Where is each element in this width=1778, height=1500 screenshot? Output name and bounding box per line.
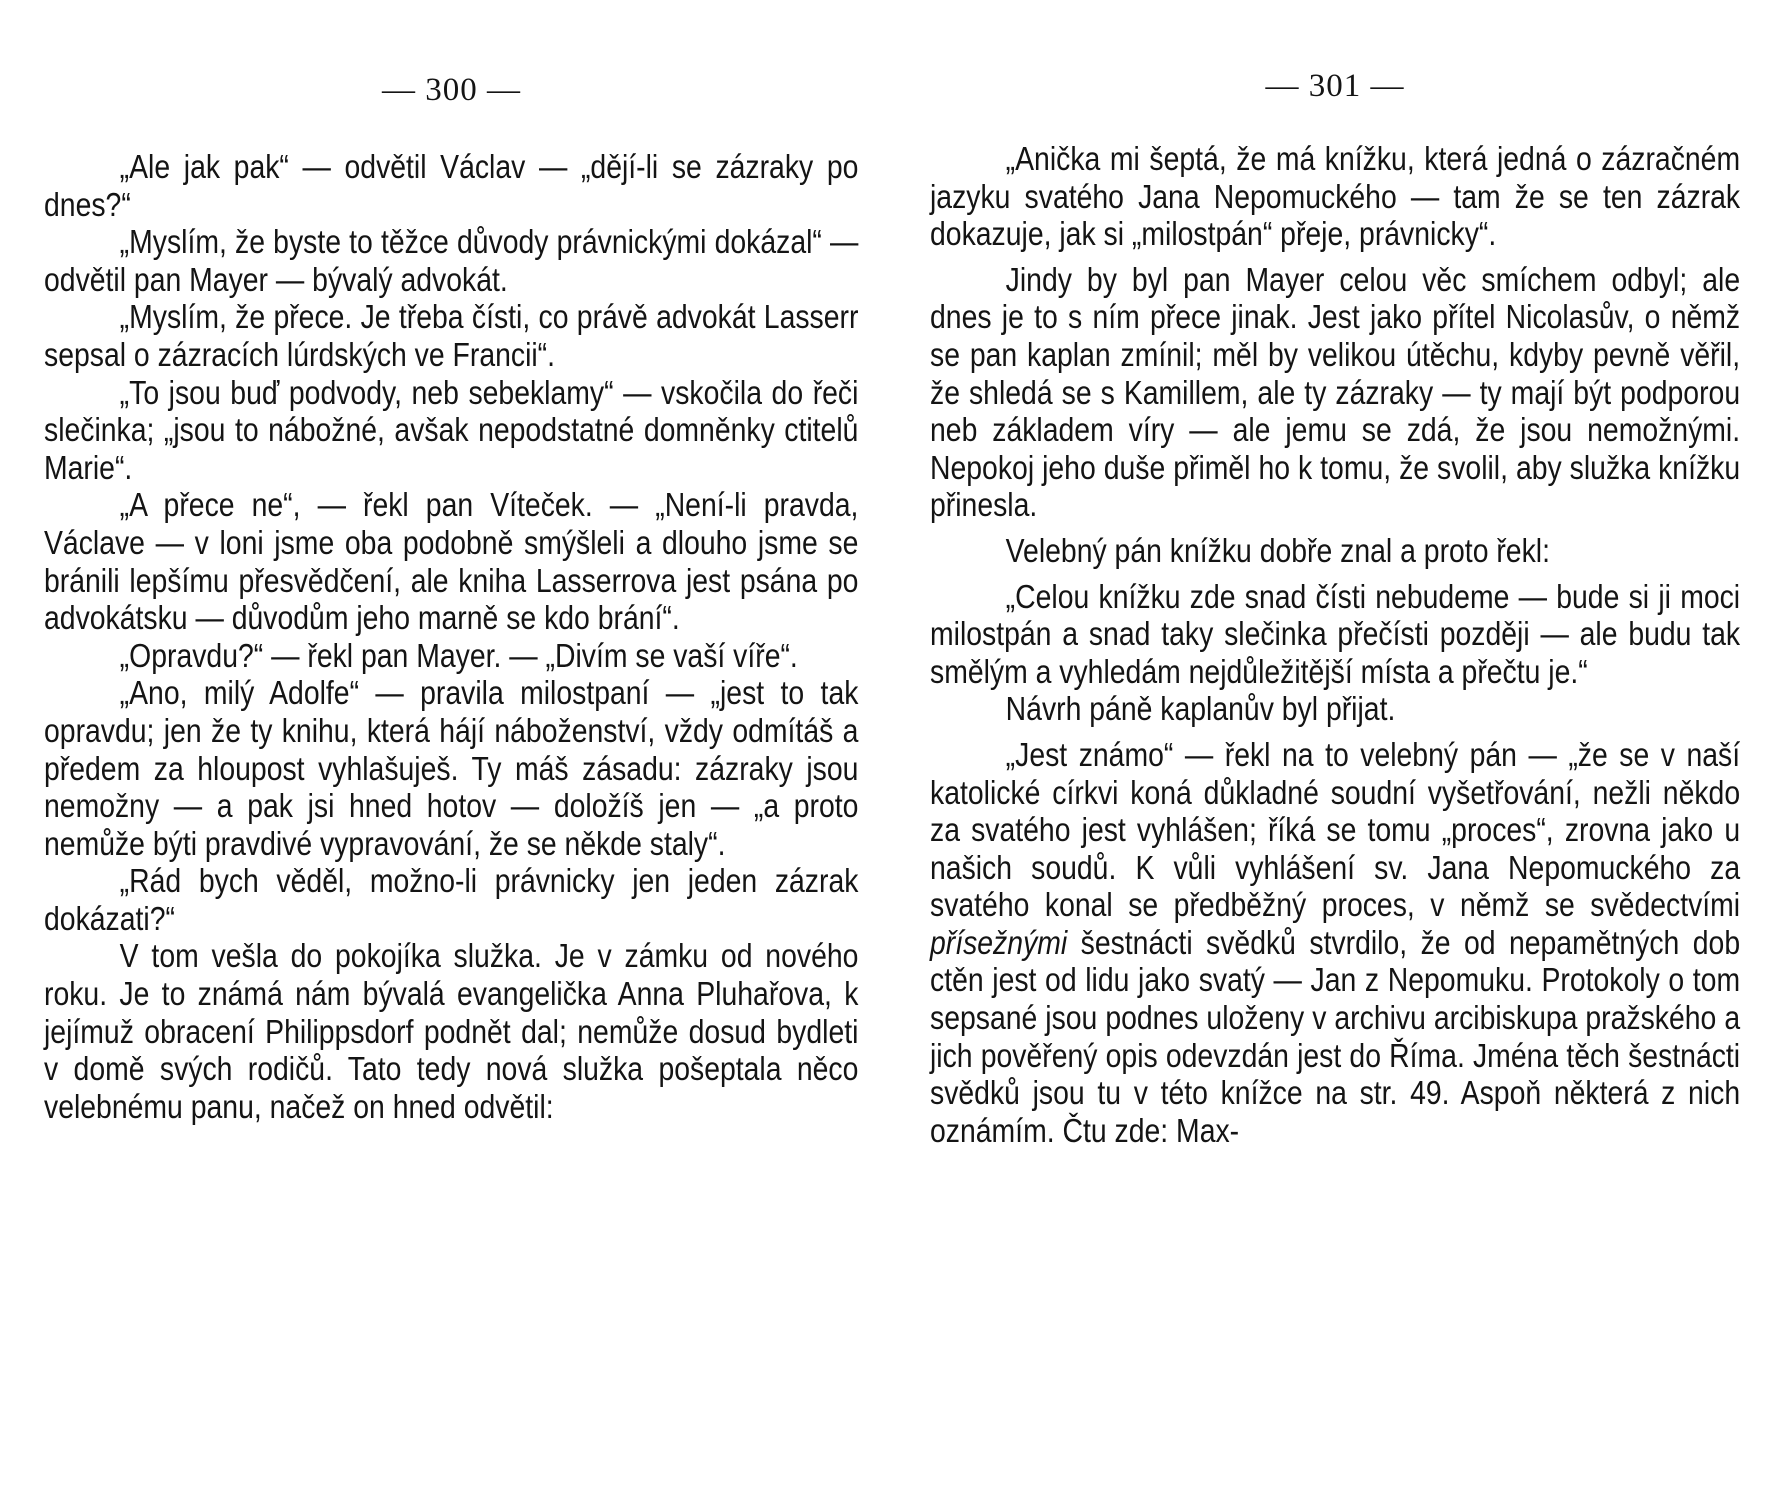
paragraph: „Rád bych věděl, možno-li právnicky jen jeden zázrak dokázati?“ [44,862,859,937]
paragraph: Velebný pán knížku dobře znal a proto řekl: [1005,531,1550,569]
paragraph [930,736,1740,1150]
paragraph: Návrh páně kaplanův byl přijat. [1005,690,1396,728]
paragraph-text: šestnácti svědků stvrdilo, že od nepamětných dob ctěn jest od lidu jako svatý — Jan z Nepomuku. Protokoly o tom sepsané jsou podnes uloženy v archivu arcibiskupa pražského a jich pověřený opis odevzdán jest do Říma. Jména těch šestnácti svědků jsou tu v této knížce na str. 49. Aspoň některá z nich oznámím. Čtu zde: Max- [930,923,1741,1149]
paragraph: „To jsou buď podvody, neb sebeklamy“ — vskočila do řeči slečinka; „jsou to nábožné, avšak nepodstatné domněnky ctitelů Marie“. [44,373,859,486]
paragraph-text: „Jest známo“ — řekl na to velebný pán — „že se v naší katolické církvi koná důkladné soudní vyšetřování, nežli někdo za svatého jest vyhlášen; říká se tomu „proces“, zrovna jako u našich soudů. K vůli vyhlášení sv. Jana Nepomuckého za svatého konal se předběžný proces, v němž se svědectvími [930,735,1741,924]
right-page-body [930,140,1740,1149]
left-page [44,0,859,1500]
paragraph: „Celou knížku zde snad čísti nebudeme — bude si ji moci milostpán a snad taky slečinka přečísti později — ale budu tak smělým a vyhledám nejdůležitější místa a přečtu je.“ [930,577,1741,690]
paragraph: „A přece ne“, — řekl pan Víteček. — „Není-li pravda, Václave — v loni jsme oba podobně smýšleli a dlouho jsme se bránili lepšímu přesvědčení, ale kniha Lasserrova jest psána po advokátsku — důvodům jeho marně se kdo brání“. [44,486,859,637]
paragraph: „Ano, milý Adolfe“ — pravila milostpaní — „jest to tak opravdu; jen že ty knihu, která hájí náboženství, vždy odmítáš a předem za hloupost vyhlašuješ. Ty máš zásadu: zázraky jsou nemožny — a pak jsi hned hotov — doložíš jen — „a proto nemůže býti pravdivé vypravování, že se někde staly“. [44,674,859,862]
paragraph: V tom vešla do pokojíka služka. Je v zámku od nového roku. Je to známá nám bývalá evangelička Anna Pluhařova, k jejímuž obracení Philippsdorf podnět dal; nemůže dosud bydleti v domě svých rodičů. Tato tedy nová služka pošeptala něco velebnému panu, načež on hned odvětil: [44,937,859,1125]
paragraph: „Anička mi šeptá, že má knížku, která jedná o zázračném jazyku svatého Jana Nepomuckého — tam že se ten zázrak dokazuje, jak si „milostpán“ přeje, právnicky“. [930,140,1741,253]
page-number-right: — 301 — [1265,68,1405,104]
page-number-left: — 300 — [382,72,521,108]
left-page-body [44,148,858,1125]
emphasized-word: přísežnými [930,923,1068,961]
paragraph: „Myslím, že přece. Je třeba čísti, co právě advokát Lasserr sepsal o zázracích lúrdských ve Francii“. [44,298,859,373]
paragraph: „Myslím, že byste to těžce důvody právnickými dokázal“ — odvětil pan Mayer — bývalý advokát. [44,223,859,298]
paragraph: Jindy by byl pan Mayer celou věc smíchem odbyl; ale dnes je to s ním přece jinak. Jest jako přítel Nicolasův, o němž se pan kaplan zmínil; měl by velikou útěchu, kdyby pevně věřil, že shledá se s Kamillem, ale ty zázraky — ty mají být podporou neb základem víry — ale jemu se zdá, že jsou nemožnými. Nepokoj jeho duše přiměl ho k tomu, že svolil, aby služka knížku přinesla. [930,260,1741,524]
paragraph: „Ale jak pak“ — odvětil Václav — „dějí-li se zázraky po dnes?“ [44,148,859,223]
right-page [930,0,1740,1500]
paragraph: „Opravdu?“ — řekl pan Mayer. — „Divím se vaší víře“. [119,636,798,674]
